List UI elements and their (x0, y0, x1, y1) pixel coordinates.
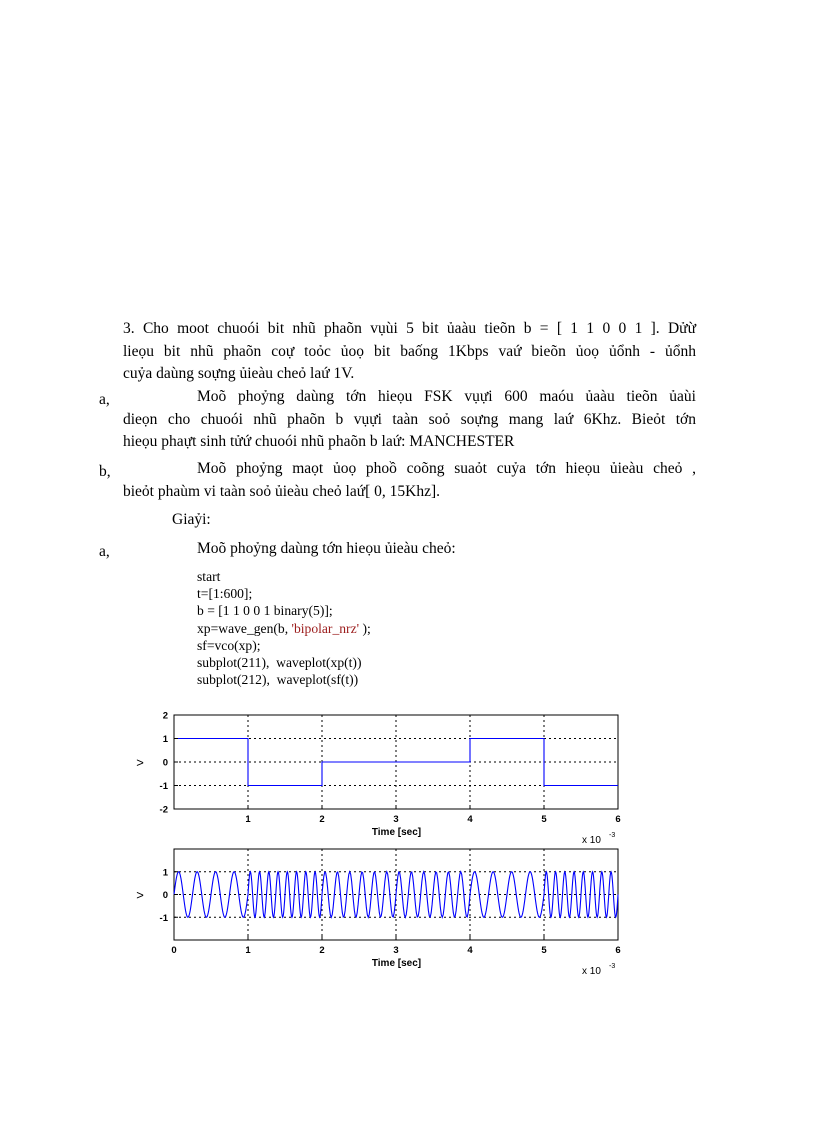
chart-2-xlabel: Time [sec] (371, 958, 422, 969)
chart-2-xtick-label: 5 (541, 945, 547, 956)
chart-2-xtick-label: 0 (171, 945, 177, 956)
chart-2-xtick-label: 6 (615, 945, 621, 956)
chart-2-ylabel: > (136, 887, 144, 903)
chart-2-ytick-label: 0 (162, 890, 168, 901)
chart-2-xtick-label: 3 (393, 945, 399, 956)
code-line-2: t=[1:600]; (197, 586, 253, 602)
chart-2-xtick-label: 4 (467, 945, 473, 956)
chart-1-ylabel: > (136, 755, 144, 770)
problem-line-1: 3. Cho moot chuoói bit nhũ phaõn vụùi 5 bit ủaàu tieõn b = [ 1 1 0 0 1 ]. Dửừ (123, 320, 696, 337)
code-line-7: subplot(212), waveplot(sf(t)) (197, 672, 359, 688)
chart-1-ytick-label: 2 (162, 710, 168, 722)
part-a-line-2: dieọn cho chuoói nhũ phaõn b vụựi taàn soỏ soựng mang laứ 6Khz. Bieỏt tớn (123, 410, 696, 428)
chart-1-ytick-label: -2 (159, 804, 168, 816)
code-line-5: sf=vco(xp); (197, 637, 261, 653)
chart-1-xlabel: Time [sec] (371, 827, 422, 838)
chart-1-ytick-label: 1 (162, 734, 168, 745)
chart-1-xtick-label: 4 (467, 814, 473, 825)
chart-2-xtick-label: 1 (245, 945, 251, 956)
problem-line-3: cuỷa daùng soựng ủieàu cheỏ laứ 1V. (123, 365, 355, 382)
part-a-marker: a, (99, 391, 110, 408)
chart-1-ytick-label: -1 (159, 781, 168, 792)
chart-2-xtick-label: 2 (319, 945, 325, 956)
chart-1-xtick-label: 2 (319, 814, 325, 825)
chart-1-x-exponent: x 10 (582, 835, 601, 846)
chart-1-xtick-label: 1 (245, 814, 251, 825)
code-string: 'bipolar_nrz' (291, 620, 360, 636)
chart-2-x-exponent: x 10 (582, 966, 601, 977)
part-a-line-1: Moõ phoỷng daùng tớn hieọu FSK vụựi 600 maóu ủaàu tieõn ủaùi (197, 388, 696, 405)
chart-1-ytick-label: 0 (162, 757, 168, 769)
chart-1-xtick-label: 6 (615, 814, 621, 825)
code-line-3: b = [1 1 0 0 1 binary(5)]; (197, 603, 333, 619)
part-b-line-2: bieỏt phaùm vi taàn soỏ ủieàu cheỏ laứ[ 0, 15Khz]. (123, 482, 441, 500)
solution-heading: Giaỷi: (172, 511, 211, 528)
code-line-6: subplot(211), waveplot(xp(t)) (197, 655, 362, 671)
code-line-4: xp=wave_gen(b, 'bipolar_nrz' ); (197, 620, 371, 636)
solution-marker: a, (99, 543, 110, 560)
problem-line-2: lieọu bit nhũ phaõn coự toỏc ủoọ bit baống 1Kbps vaứ bieõn ủoọ ủổnh - ủổnh (123, 342, 696, 360)
chart-1-x-exponent-power: -3 (609, 832, 616, 839)
chart-1-xtick-label: 5 (541, 814, 547, 825)
part-b-line-1: Moõ phoỷng maọt ủoọ phoồ coõng suaỏt cuỷa tớn hieọu ủieàu cheỏ , (197, 460, 696, 477)
chart-2-x-exponent-power: -3 (609, 963, 616, 970)
chart-2-ytick-label: -1 (159, 912, 168, 924)
code-line-1: start (197, 569, 221, 584)
chart-1-xtick-label: 3 (393, 814, 399, 825)
solution-intro: Moõ phoỷng daùng tớn hieọu ủieàu cheỏ: (197, 540, 456, 557)
part-a-line-3: hieọu phaựt sinh tửứ chuoói nhũ phaõn b laứ: MANCHESTER (123, 433, 515, 450)
chart-2-ytick-label: 1 (162, 867, 168, 879)
part-b-marker: b, (99, 463, 111, 480)
